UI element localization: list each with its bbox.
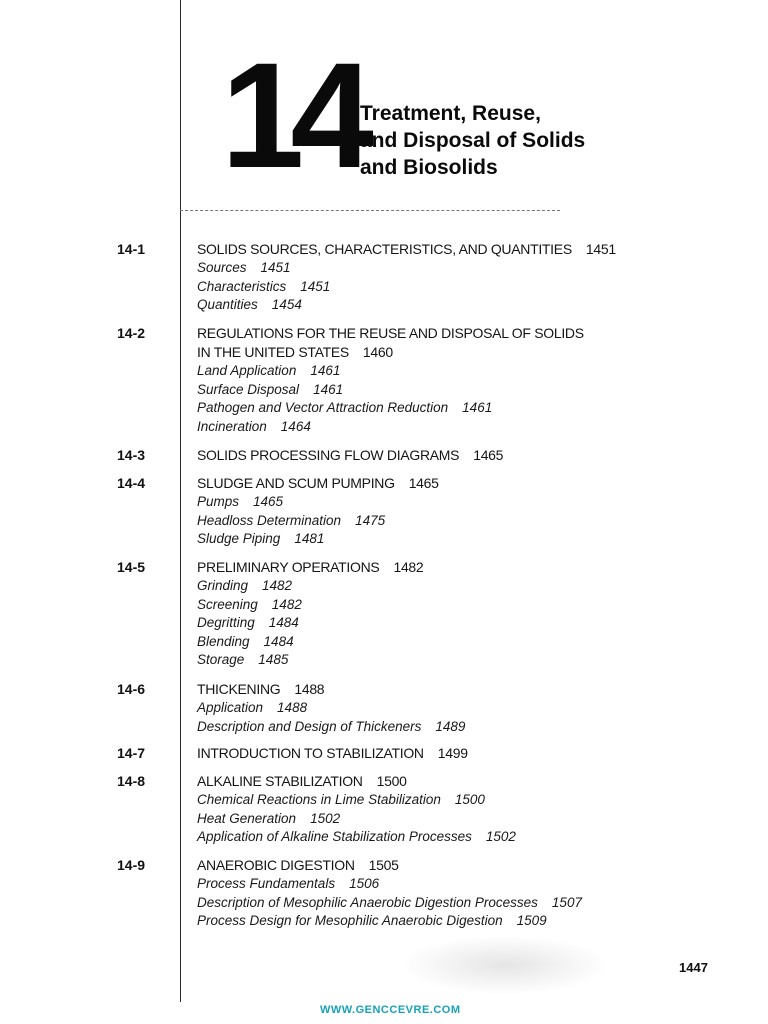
section-entries — [197, 680, 717, 736]
subsection-title: Sources — [197, 260, 247, 275]
subsection-page: 1506 — [349, 876, 380, 891]
section-heading-text: INTRODUCTION TO STABILIZATION — [197, 745, 424, 761]
section-page: 1488 — [294, 681, 325, 697]
section-heading — [197, 856, 717, 875]
chapter-title-line: and Biosolids — [360, 156, 498, 179]
section-number: 14-1 — [117, 241, 146, 257]
section-number: 14-8 — [117, 773, 146, 789]
section-page: 1465 — [408, 475, 439, 491]
subsection-entry — [197, 875, 717, 894]
section-number: 14-5 — [117, 559, 146, 575]
subsection-page: 1461 — [462, 400, 493, 415]
subsection-title: Description and Design of Thickeners — [197, 718, 422, 734]
section-number: 14-2 — [117, 325, 146, 341]
section-heading-text: THICKENING — [197, 681, 281, 697]
subsection-entry — [197, 259, 717, 278]
section-heading — [197, 474, 717, 493]
subsection-title: Grinding — [197, 578, 249, 593]
subsection-page: 1465 — [253, 494, 284, 509]
subsection-entry — [197, 651, 717, 670]
margin-rule — [180, 0, 181, 1002]
chapter-title-line: Treatment, Reuse, — [360, 102, 541, 125]
subsection-entry — [197, 596, 717, 615]
subsection-title: Application of Alkaline Stabilization Processes — [197, 829, 472, 844]
subsection-page: 1482 — [262, 578, 293, 593]
subsection-entry — [197, 381, 717, 400]
subsection-page: 1461 — [310, 363, 341, 378]
subsection-page: 1484 — [268, 615, 299, 630]
subsection-entry — [197, 614, 717, 633]
chapter-number: 14 — [221, 31, 360, 199]
subsection-entry — [197, 577, 717, 596]
subsection-title: Incineration — [197, 418, 267, 434]
subsection-page: 1488 — [277, 700, 308, 715]
scan-smudge — [400, 935, 610, 995]
subsection-title: Pathogen and Vector Attraction Reduction — [197, 400, 449, 415]
subsection-entry — [197, 278, 717, 297]
subsection-title: Quantities — [197, 297, 258, 312]
subsection-page: 1475 — [355, 512, 386, 528]
subsection-title: Screening — [197, 596, 258, 612]
section-page: 1465 — [473, 447, 504, 463]
subsection-page: 1464 — [280, 418, 311, 434]
subsection-entry — [197, 894, 717, 913]
section-heading — [197, 558, 717, 577]
section-heading — [197, 343, 717, 362]
section-number: 14-9 — [117, 857, 146, 873]
title-divider — [180, 210, 560, 211]
subsection-title: Process Design for Mesophilic Anaerobic Digestion — [197, 913, 503, 928]
section-heading-text: PRELIMINARY OPERATIONS — [197, 559, 380, 575]
section-heading — [197, 744, 717, 763]
subsection-page: 1482 — [271, 596, 302, 612]
section-heading-text: ALKALINE STABILIZATION — [197, 773, 363, 789]
subsection-entry — [197, 699, 717, 718]
subsection-page: 1454 — [271, 297, 302, 312]
section-number: 14-7 — [117, 745, 146, 761]
subsection-title: Application — [197, 700, 264, 715]
section-heading — [197, 680, 717, 699]
section-heading-text: IN THE UNITED STATES — [197, 344, 349, 360]
section-entries — [197, 772, 717, 847]
subsection-entry — [197, 810, 717, 829]
subsection-page: 1507 — [551, 894, 582, 910]
subsection-entry — [197, 530, 717, 549]
section-number: 14-6 — [117, 681, 146, 697]
section-number: 14-4 — [117, 475, 146, 491]
section-page: 1500 — [376, 773, 407, 789]
chapter-title — [360, 100, 680, 181]
subsection-page: 1502 — [485, 829, 516, 844]
section-page: 1451 — [585, 241, 616, 257]
subsection-page: 1461 — [313, 381, 344, 397]
section-entries — [197, 240, 717, 315]
subsection-entry — [197, 399, 717, 418]
subsection-title: Headloss Determination — [197, 512, 342, 528]
subsection-page: 1481 — [294, 531, 325, 546]
subsection-page: 1485 — [258, 652, 289, 667]
subsection-title: Storage — [197, 652, 245, 667]
section-heading — [197, 446, 717, 465]
subsection-title: Pumps — [197, 494, 240, 509]
subsection-title: Land Application — [197, 363, 297, 378]
subsection-page: 1451 — [260, 260, 291, 275]
chapter-title-line: and Disposal of Solids — [360, 129, 586, 152]
section-entries — [197, 856, 717, 931]
page-number: 1447 — [679, 960, 708, 975]
section-heading-text: SOLIDS PROCESSING FLOW DIAGRAMS — [197, 447, 460, 463]
subsection-title: Description of Mesophilic Anaerobic Digestion Processes — [197, 894, 538, 910]
subsection-title: Characteristics — [197, 278, 287, 294]
subsection-entry — [197, 296, 717, 315]
section-entries — [197, 744, 717, 763]
section-heading-text: SLUDGE AND SCUM PUMPING — [197, 475, 395, 491]
subsection-page: 1451 — [300, 278, 331, 294]
subsection-entry — [197, 718, 717, 737]
subsection-entry — [197, 512, 717, 531]
subsection-title: Chemical Reactions in Lime Stabilization — [197, 792, 441, 807]
section-entries — [197, 558, 717, 670]
subsection-page: 1500 — [454, 792, 485, 807]
section-heading — [197, 324, 717, 343]
section-heading-text: SOLIDS SOURCES, CHARACTERISTICS, AND QUANTITIES — [197, 241, 572, 257]
section-page: 1482 — [393, 559, 424, 575]
section-page: 1505 — [368, 857, 399, 873]
subsection-title: Sludge Piping — [197, 531, 281, 546]
subsection-entry — [197, 791, 717, 810]
subsection-entry — [197, 633, 717, 652]
footer-url: WWW.GENCCEVRE.COM — [320, 1004, 461, 1016]
subsection-entry — [197, 828, 717, 847]
section-heading-text: ANAEROBIC DIGESTION — [197, 857, 355, 873]
section-page: 1499 — [437, 745, 468, 761]
subsection-entry — [197, 493, 717, 512]
section-heading — [197, 240, 717, 259]
subsection-title: Surface Disposal — [197, 381, 300, 397]
subsection-entry — [197, 418, 717, 437]
section-heading-text: REGULATIONS FOR THE REUSE AND DISPOSAL OF SOLIDS — [197, 325, 584, 341]
subsection-title: Blending — [197, 633, 250, 649]
subsection-page: 1502 — [310, 810, 341, 826]
subsection-title: Process Fundamentals — [197, 876, 336, 891]
subsection-entry — [197, 912, 717, 931]
section-page: 1460 — [362, 344, 393, 360]
subsection-entry — [197, 362, 717, 381]
section-entries — [197, 446, 717, 465]
subsection-title: Heat Generation — [197, 810, 297, 826]
section-entries — [197, 474, 717, 549]
subsection-page: 1509 — [516, 913, 547, 928]
subsection-page: 1489 — [435, 718, 466, 734]
subsection-title: Degritting — [197, 615, 255, 630]
section-entries — [197, 324, 717, 436]
section-heading — [197, 772, 717, 791]
section-number: 14-3 — [117, 447, 146, 463]
subsection-page: 1484 — [263, 633, 294, 649]
